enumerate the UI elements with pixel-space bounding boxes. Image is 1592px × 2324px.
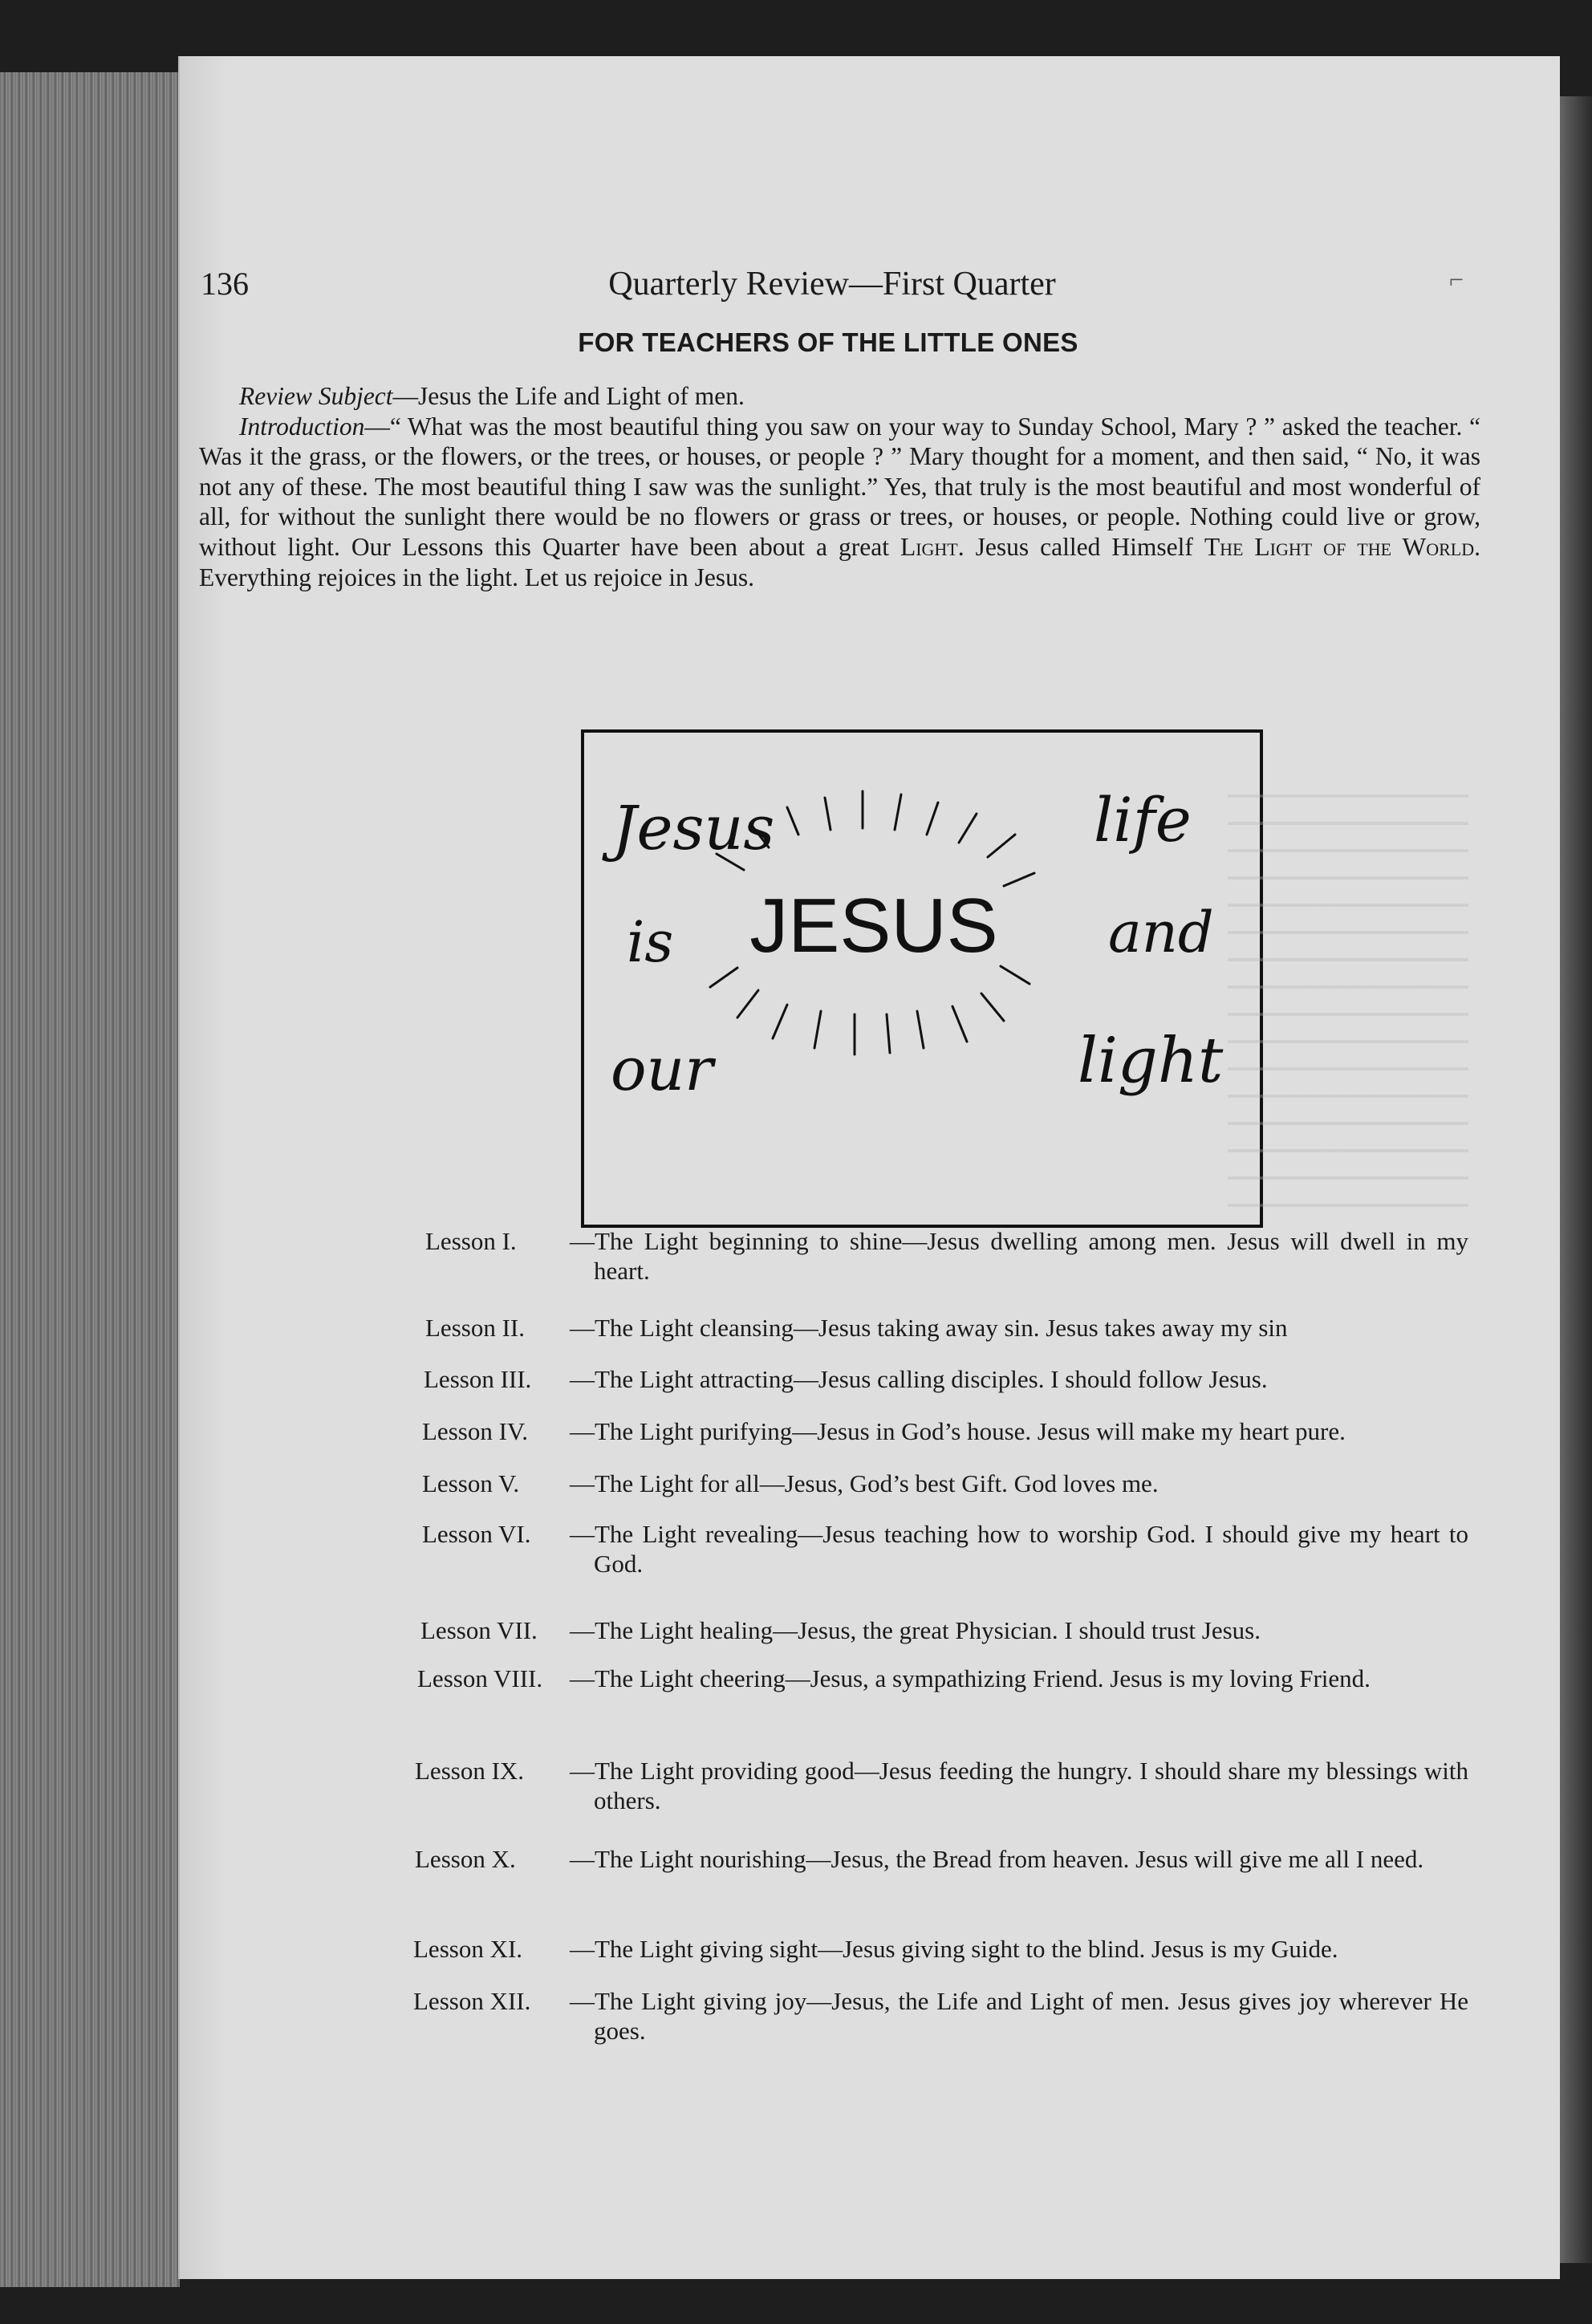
lesson-item-4 (417, 1416, 1468, 1446)
introduction-text-2: . Jesus called Himself (957, 532, 1204, 561)
introduction-label: Introduction (239, 412, 365, 441)
lesson-item-7 (417, 1615, 1468, 1645)
introduction-paragraph (199, 412, 1480, 593)
light-word: Light (900, 532, 958, 561)
page-header (201, 265, 1464, 305)
lesson-text: —The Light beginning to shine—Jesus dwelling among men. Jesus will dwell in my heart. (570, 1227, 1468, 1285)
illustration-word-life: life (1094, 784, 1192, 855)
lesson-label: Lesson II. (425, 1314, 525, 1342)
lesson-text: —The Light attracting—Jesus calling disciples. I should follow Jesus. (570, 1365, 1268, 1393)
illustration-word-and: and (1108, 900, 1214, 965)
section-title: FOR TEACHERS OF THE LITTLE ONES (578, 327, 1078, 357)
lesson-item-8 (417, 1664, 1468, 1693)
lesson-label: Lesson X. (415, 1845, 516, 1873)
illustration-word-our: our (611, 1035, 713, 1104)
lesson-item-5 (417, 1469, 1468, 1498)
header-mark: ⌐ (1448, 265, 1464, 294)
illustration-word-light: light (1078, 1025, 1224, 1097)
lesson-label: Lesson VIII. (417, 1664, 543, 1692)
lesson-text: —The Light giving joy—Jesus, the Life and Light of men. Jesus gives joy wherever He goes. (570, 1987, 1468, 2045)
lesson-label: Lesson XII. (413, 1987, 531, 2015)
lesson-label: Lesson VI. (422, 1520, 531, 1548)
lesson-item-9 (417, 1756, 1468, 1815)
lesson-text: —The Light cleansing—Jesus taking away sin. Jesus takes away my sin (570, 1314, 1288, 1342)
lesson-item-11 (413, 1934, 1468, 1964)
lesson-label: Lesson IV. (422, 1417, 529, 1445)
introduction-block (199, 381, 1480, 592)
lesson-text: —The Light cheering—Jesus, a sympathizing Friend. Jesus is my loving Friend. (570, 1664, 1371, 1692)
lesson-text: —The Light for all—Jesus, God’s best Gift. God loves me. (570, 1469, 1159, 1497)
lesson-item-12 (413, 1986, 1468, 2046)
introduction-text-1: —“ What was the most beautiful thing you saw on your way to Sunday School, Mary ? ” asked the teacher. “ Was it the grass, or the flowers, or the trees, or houses, or people ? ” Mary thought for a moment, and then said, “ No, it was not any of these. The most beautiful thing I saw was the sunlight.” Yes, that truly is the most beautiful and most wonderful of all, for without the sunlight there would be no flowers or grass or trees, or houses, or people. Nothing could live or grow, without light. Our Lessons this Quarter have been about a great (199, 412, 1480, 561)
lesson-item-1 (417, 1226, 1468, 1286)
lesson-label: Lesson I. (425, 1227, 517, 1255)
review-subject-line (199, 381, 1480, 412)
lesson-label: Lesson XI. (413, 1935, 523, 1963)
lesson-text: —The Light healing—Jesus, the great Physician. I should trust Jesus. (570, 1616, 1261, 1644)
illustration-center-jesus: JESUS (749, 883, 998, 969)
lesson-text: —The Light giving sight—Jesus giving sight to the blind. Jesus is my Guide. (570, 1935, 1338, 1963)
lesson-item-2 (417, 1313, 1468, 1343)
lesson-label: Lesson III. (424, 1365, 532, 1393)
illustration-word-jesus: Jesus (612, 792, 775, 863)
review-subject-text: —Jesus the Life and Light of men. (392, 382, 745, 410)
lesson-text: —The Light purifying—Jesus in God’s house. Jesus will make my heart pure. (570, 1417, 1346, 1445)
lesson-label: Lesson VII. (420, 1616, 538, 1644)
lesson-text: —The Light revealing—Jesus teaching how to worship God. I should give my heart to God. (570, 1520, 1468, 1578)
lesson-item-3 (417, 1364, 1468, 1394)
page-number: 136 (201, 266, 249, 302)
book-spine-shadow (1557, 96, 1592, 2263)
introduction-text-3: . Everything rejoices in the light. Let us rejoice in Jesus. (199, 532, 1480, 591)
lesson-text: —The Light nourishing—Jesus, the Bread from heaven. Jesus will give me all I need. (570, 1845, 1424, 1873)
lesson-text: —The Light providing good—Jesus feeding the hungry. I should share my blessings with others. (570, 1757, 1468, 1814)
bleed-through-texture (1228, 770, 1468, 1220)
illustration-word-is: is (627, 909, 674, 975)
jesus-light-illustration (580, 729, 1264, 1229)
review-subject-label: Review Subject (239, 382, 393, 410)
lesson-label: Lesson V. (422, 1469, 520, 1497)
lesson-label: Lesson IX. (415, 1757, 525, 1785)
lesson-item-6 (417, 1519, 1468, 1578)
light-of-world-phrase: The Light of the World (1204, 532, 1475, 561)
book-page-edges (0, 72, 180, 2287)
running-head: Quarterly Review—First Quarter (608, 266, 1056, 303)
lesson-item-10 (417, 1844, 1468, 1874)
